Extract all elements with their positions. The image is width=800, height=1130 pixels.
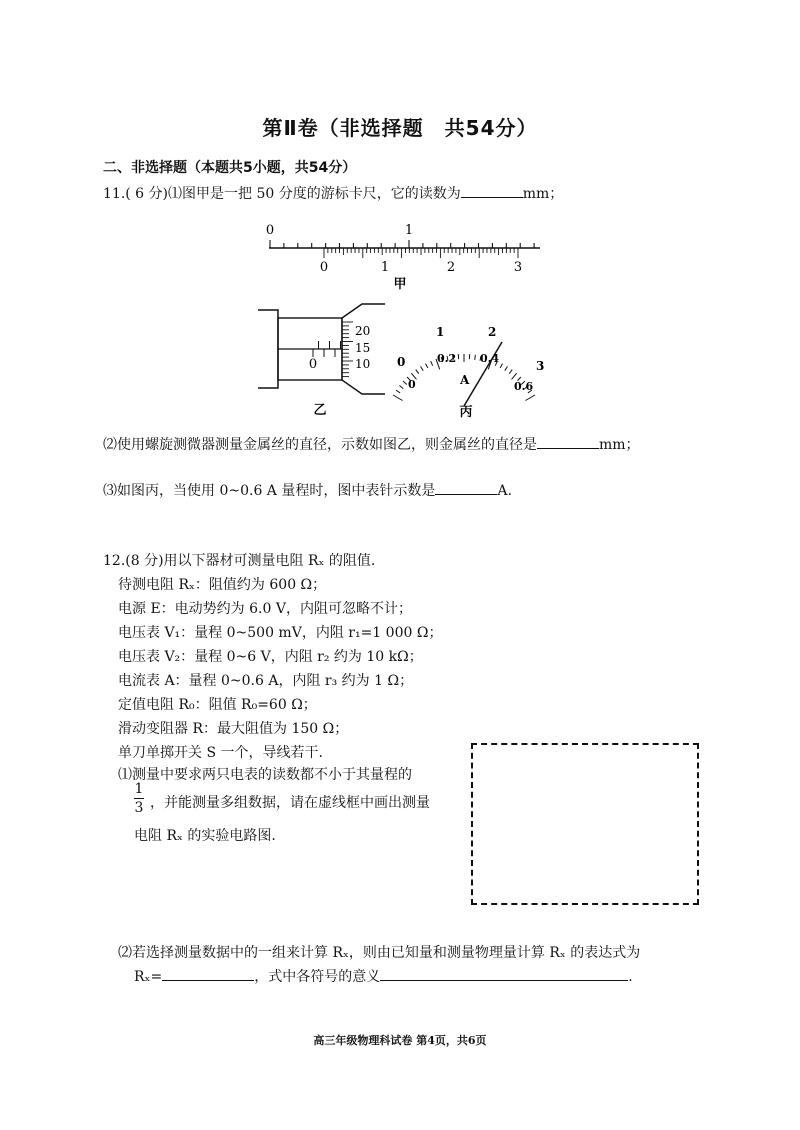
q12-part2-end: . [628,969,633,985]
q12-part2-line1: ⑵若选择测量数据中的一组来计算 Rₓ，则由已知量和测量物理量计算 Rₓ 的表达式为 [118,945,641,961]
ammeter-inner-label: 0 [408,378,416,391]
q12-part1-line2: ，并能测量多组数据，请在虚线框中画出测量 [150,795,430,811]
q12-item: 滑动变阻器 R：最大阻值为 150 Ω； [118,721,349,737]
ammeter-scale-tick [509,370,512,374]
q12-part1-line1: ⑴测量中要求两只电表的读数都不小于其量程的 [118,767,412,783]
q11-line2 [103,434,640,454]
q12-item: 定值电阻 R₀：阻值 R₀=60 Ω； [118,697,317,713]
caliper-main-scale-ticks [270,240,534,248]
q11-line2-unit: mm； [599,437,640,453]
q11-answer-blank-3[interactable] [435,480,497,495]
page-footer: 高三年级物理科试卷 第4页，共6页 [313,1034,487,1047]
ammeter-scale-tick [525,395,535,401]
caliper-main-label: 0 [265,223,275,238]
fraction-numerator: 1 [134,781,144,797]
symbol-meaning-blank[interactable] [380,966,628,981]
fraction-bar [134,798,144,799]
ammeter-scale-tick [500,364,502,368]
ammeter-outer-label: 0 [397,355,406,369]
rx-expression-blank[interactable] [162,966,254,981]
caliper-vernier-label: 0 [319,260,329,275]
q12-item: 待测电阻 Rₓ：阻值约为 600 Ω； [118,577,327,593]
micrometer-thimble-label: 10 [355,357,371,371]
q12-part2-line2 [134,966,633,986]
rx-label: Rₓ= [134,969,163,985]
caliper-caption: 甲 [393,277,407,292]
caliper-vernier-label: 3 [513,260,523,275]
q11-line3-text: ⑶如图丙，当使用 0~0.6 A 量程时，图中表针示数是 [103,483,436,499]
ammeter-inner-label: 0.2 [437,352,457,365]
caliper-vernier-label: 1 [380,260,390,275]
q12-part2-mid: ，式中各符号的意义 [254,969,381,985]
page-title: 第Ⅱ卷（非选择题 共54分） [262,116,538,140]
section-heading: 二、非选择题（本题共5小题，共54分） [103,160,357,176]
q11-line3 [103,480,512,500]
caliper-main-label: 1 [404,223,414,238]
micrometer-thimble-ticks [342,322,353,377]
ammeter-scale-tick [426,364,428,368]
ammeter-scale-tick [475,355,476,360]
ammeter-scale-tick [512,373,517,379]
q11-line1-unit: mm； [522,186,564,202]
ammeter-dial-figure [392,318,557,423]
ammeter-inner-label: 0.4 [480,352,500,365]
micrometer-caption: 乙 [313,403,327,418]
q12-item: 电流表 A：量程 0~0.6 A，内阻 r₃ 约为 1 Ω； [118,673,414,689]
ammeter-outer-label: 1 [436,325,445,339]
micrometer-figure [250,298,395,423]
vernier-caliper-figure [255,218,545,298]
ammeter-scale-tick [399,386,403,389]
ammeter-scale-tick [416,370,419,374]
q12-item: 电压表 V₁：量程 0~500 mV，内阻 r₁=1 000 Ω； [118,625,443,641]
q11-line2-text: ⑵使用螺旋测微器测量金属丝的直径，示数如图乙，则金属丝的直径是 [103,437,537,453]
q11-answer-blank-2[interactable] [537,434,599,449]
q11-line1 [103,183,563,203]
q12-intro: 12.(8 分)用以下器材可测量电阻 Rₓ 的阻值. [103,553,376,569]
ammeter-scale-tick [393,395,403,401]
ammeter-scale-tick [396,390,400,393]
q11-line1-text: 11.( 6 分)⑴图甲是一把 50 分度的游标卡尺，它的读数为 [103,186,461,202]
q12-item: 单刀单掷开关 S 一个，导线若干. [118,745,323,761]
fraction-denominator: 3 [134,800,144,816]
ammeter-outer-label: 3 [536,359,545,373]
ammeter-scale-tick [421,366,424,370]
q12-part1-line3: 电阻 Rₓ 的实验电路图. [134,828,276,844]
micrometer-thimble-label: 15 [355,341,371,355]
ammeter-scale-tick [403,381,407,384]
ammeter-unit-label: A [460,373,470,387]
ammeter-scale-tick [505,366,508,370]
ammeter-outer-label: 2 [488,325,497,339]
q12-item: 电压表 V₂：量程 0~6 V，内阻 r₂ 约为 10 kΩ； [118,649,423,665]
caliper-vernier-label: 2 [446,260,456,275]
fraction-one-third [134,781,144,816]
ammeter-scale-tick [431,361,433,366]
micrometer-sleeve-label: 0 [308,357,318,372]
micrometer-thimble-label: 20 [355,324,371,338]
caliper-vernier-scale-ticks [324,248,518,258]
q12-item: 电源 E：电动势约为 6.0 V，内阻可忽略不计； [118,601,412,617]
ammeter-caption: 丙 [459,405,473,420]
q11-answer-blank-1[interactable] [461,183,523,198]
ammeter-inner-label: 0.6 [514,380,534,393]
circuit-drawing-box[interactable] [471,743,699,905]
q11-line3-unit: A. [497,483,512,499]
micrometer-anvil [258,310,278,388]
